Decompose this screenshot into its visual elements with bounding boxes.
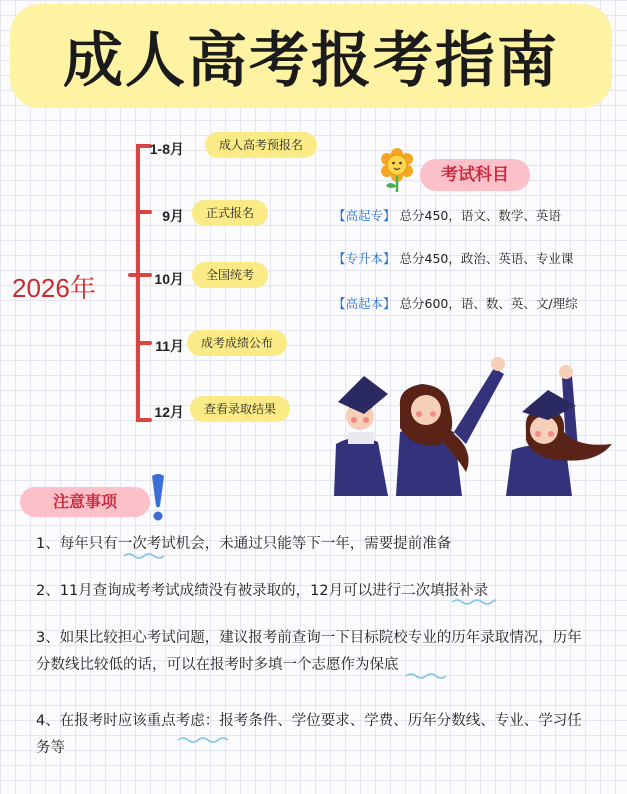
subject-tag: 【专升本】 <box>333 251 396 266</box>
timeline-event: 全国统考 <box>192 262 268 288</box>
timeline-event: 正式报名 <box>192 200 268 226</box>
year-label: 2026年 <box>12 273 96 303</box>
notes-title: 注意事项 <box>20 487 150 517</box>
subject-row <box>333 249 573 267</box>
wavy-underline <box>452 598 496 606</box>
subject-desc: 总分600，语、数、英、文/理综 <box>399 296 578 311</box>
timeline-month: 1-8月 <box>149 141 184 157</box>
flower-icon <box>376 146 420 194</box>
graduates-illustration <box>326 348 618 496</box>
subject-tag: 【高起专】 <box>333 208 396 223</box>
timeline-month: 9月 <box>162 208 184 224</box>
subject-desc: 总分450，政治、英语、专业课 <box>399 251 574 266</box>
subject-row <box>333 206 561 224</box>
subjects-title: 考试科目 <box>420 159 530 191</box>
note-item: 2、11月查询成考考试成绩没有被录取的，12月可以进行二次填报补录 <box>36 583 489 599</box>
timeline-event: 查看录取结果 <box>190 396 290 422</box>
exclamation-icon <box>146 472 170 522</box>
timeline-month: 12月 <box>154 404 184 420</box>
subject-row <box>333 294 578 312</box>
note-item: 3、如果比较担心考试问题，建议报考前查询一下目标院校专业的历年录取情况，历年分数线比较低的话，可以在报考时多填一个志愿作为保底 <box>36 630 582 673</box>
note-item: 1、每年只有一次考试机会，未通过只能等下一年，需要提前准备 <box>36 536 452 552</box>
timeline-event: 成人高考预报名 <box>205 132 317 158</box>
subject-tag: 【高起本】 <box>333 296 396 311</box>
timeline-month: 10月 <box>154 271 184 287</box>
wavy-underline <box>178 736 230 744</box>
title-banner <box>10 4 612 108</box>
page-title: 成人高考报考指南 <box>63 26 559 96</box>
subject-desc: 总分450，语文、数学、英语 <box>399 208 561 223</box>
timeline-event: 成考成绩公布 <box>187 330 287 356</box>
timeline-month: 11月 <box>155 338 184 354</box>
note-item: 4、在报考时应该重点考虑：报考条件、学位要求、学费、历年分数线、专业、学习任务等 <box>36 713 582 756</box>
wavy-underline <box>124 552 164 560</box>
wavy-underline <box>406 672 446 680</box>
